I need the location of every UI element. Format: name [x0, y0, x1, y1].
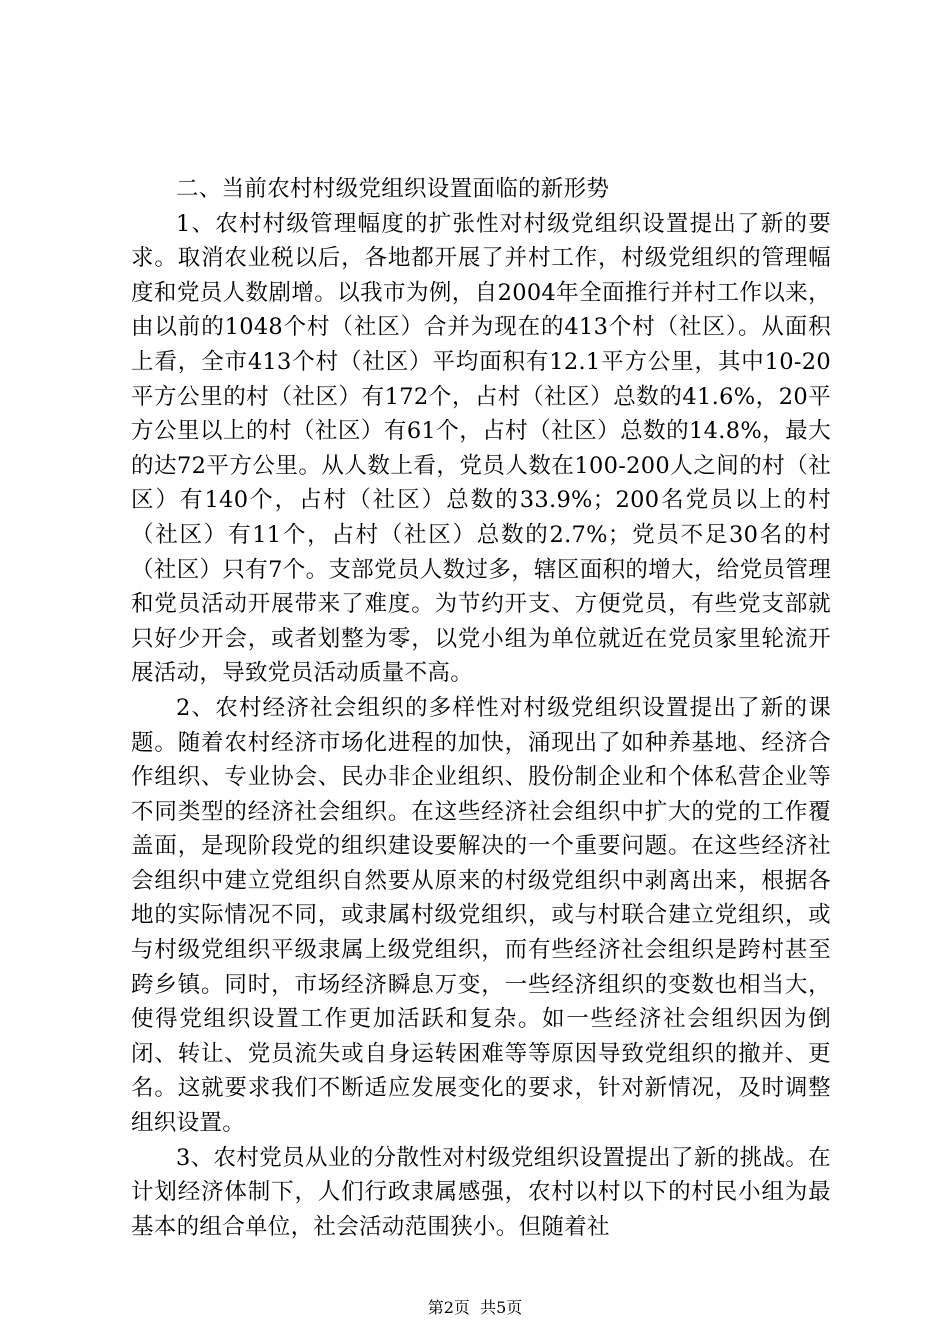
section-heading: 二、当前农村村级党组织设置面临的新形势 — [176, 176, 610, 202]
paragraph-3: 3、农村党员从业的分散性对村级党组织设置提出了新的挑战。在计划经济体制下，人们行政隶属感强，农村以村以下的村民小组为最基本的组合单位，社会活动范围狭小。但随着社 — [131, 1144, 831, 1240]
document-body — [131, 172, 831, 1244]
page-footer — [0, 1298, 950, 1318]
page-total: 共5页 — [480, 1298, 523, 1317]
paragraph-1: 1、农村村级管理幅度的扩张性对村级党组织设置提出了新的要求。取消农业税以后，各地都开展了并村工作，村级党组织的管理幅度和党员人数剧增。以我市为例，自2004年全面推行并村工作以来，由以前的1048个村（社区）合并为现在的413个村（社区）。从面积上看，全市413个村（社区）平均面积有12.1平方公里，其中10-20平方公里的村（社区）有172个，占村（社区）总数的41.6%，20平方公里以上的村（社区）有61个，占村（社区）总数的14.8%，最大的达72平方公里。从人数上看，党员人数在100-200人之间的村（社区）有140个，占村（社区）总数的33.9%；200名党员以上的村（社区）有11个，占村（社区）总数的2.7%；党员不足30名的村（社区）只有7个。支部党员人数过多，辖区面积的增大，给党员管理和党员活动开展带来了难度。为节约开支、方便党员，有些党支部就只好少开会，或者划整为零，以党小组为单位就近在党员家里轮流开展活动，导致党员活动质量不高。 — [131, 210, 831, 687]
paragraph-2: 2、农村经济社会组织的多样性对村级党组织设置提出了新的课题。随着农村经济市场化进程的加快，涌现出了如种养基地、经济合作组织、专业协会、民办非企业组织、股份制企业和个体私营企业等不同类型的经济社会组织。在这些经济社会组织中扩大的党的工作覆盖面，是现阶段党的组织建设要解决的一个重要问题。在这些经济社会组织中建立党组织自然要从原来的村级党组织中剥离出来，根据各地的实际情况不同，或隶属村级党组织，或与村联合建立党组织，或与村级党组织平级隶属上级党组织，而有些经济社会组织是跨村甚至跨乡镇。同时，市场经济瞬息万变，一些经济组织的变数也相当大，使得党组织设置工作更加活跃和复杂。如一些经济社会组织因为倒闭、转让、党员流失或自身运转困难等等原因导致党组织的撤并、更名。这就要求我们不断适应发展变化的要求，针对新情况，及时调整组织设置。 — [131, 694, 831, 1137]
page-number: 第2页 — [427, 1298, 470, 1317]
